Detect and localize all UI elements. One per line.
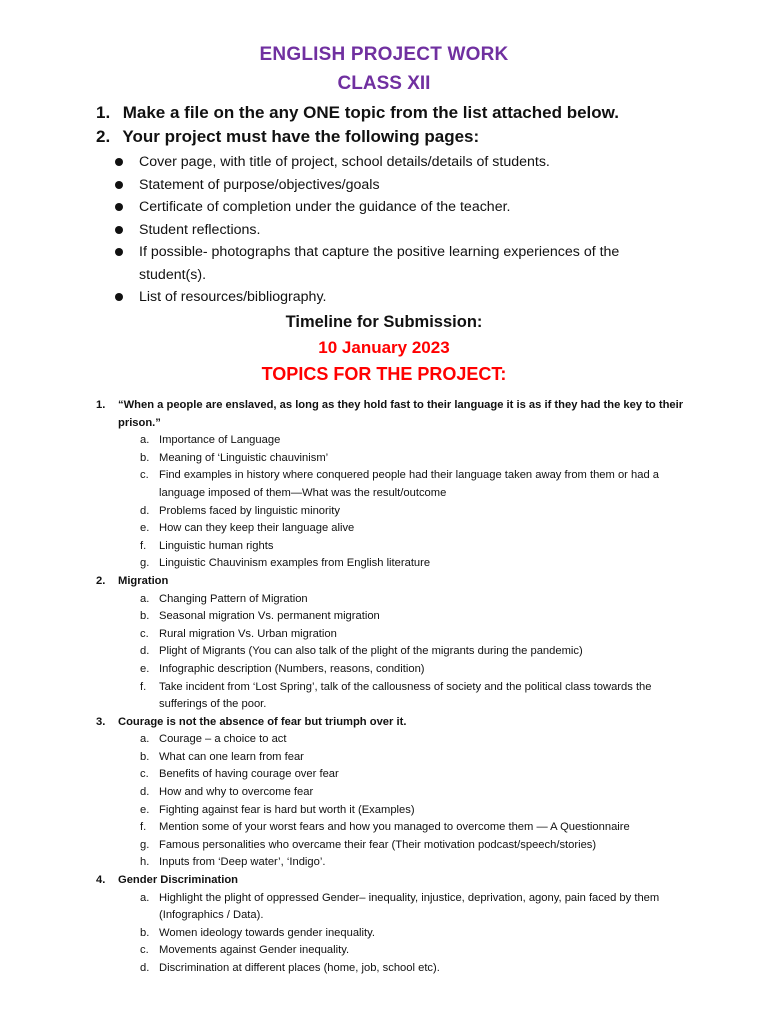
subtopic-letter: e. bbox=[140, 803, 150, 816]
subtopic-text: Famous personalities who overcame their fear (Their motivation podcast/speech/stories) bbox=[159, 838, 597, 851]
bullet-item bbox=[113, 286, 673, 309]
subtopic-item bbox=[118, 503, 696, 521]
subtopic-letter: e. bbox=[140, 662, 150, 675]
subtopic-letter: b. bbox=[140, 750, 150, 763]
subtopic-text: Rural migration Vs. Urban migration bbox=[159, 627, 337, 640]
bullet-item bbox=[113, 174, 673, 197]
subtopic-item bbox=[118, 450, 696, 468]
subtopic-text: Seasonal migration Vs. permanent migration bbox=[159, 610, 380, 623]
subtopic-text: Plight of Migrants (You can also talk of the plight of the migrants during the pandemic) bbox=[159, 645, 583, 658]
subtopic-letter: d. bbox=[140, 504, 150, 517]
topic-number: 3. bbox=[96, 715, 106, 728]
bullet-icon bbox=[115, 158, 123, 166]
bullet-text: Cover page, with title of project, school details/details of students. bbox=[139, 154, 550, 170]
subtopic-letter: h. bbox=[140, 856, 150, 869]
subtopic-text: Importance of Language bbox=[159, 434, 281, 447]
subtopic-letter: a. bbox=[140, 891, 150, 904]
topic-item bbox=[96, 714, 696, 872]
instruction-1 bbox=[96, 103, 736, 123]
subtopic-item bbox=[118, 432, 696, 450]
timeline-heading: Timeline for Submission: bbox=[285, 313, 483, 331]
topic-number: 1. bbox=[96, 399, 106, 411]
subtopic-item bbox=[118, 661, 696, 679]
subtopic-item bbox=[118, 802, 696, 820]
submission-date: 10 January 2023 bbox=[318, 338, 450, 357]
subtopic-letter: c. bbox=[140, 768, 149, 781]
subtopic-text: Mention some of your worst fears and how you managed to overcome them — A Questionnaire bbox=[159, 821, 630, 834]
subtopic-text: Courage – a choice to act bbox=[159, 733, 287, 746]
bullet-text: Statement of purpose/objectives/goals bbox=[139, 176, 380, 193]
subtopic-letter: f. bbox=[140, 821, 147, 834]
topics-list bbox=[96, 397, 696, 978]
subtopic-letter: a. bbox=[140, 434, 150, 447]
subtopic-letter: b. bbox=[140, 926, 150, 939]
required-pages-list bbox=[113, 151, 673, 309]
instruction-number: 1. bbox=[96, 103, 111, 122]
subtopic-text: Benefits of having courage over fear bbox=[159, 768, 339, 781]
subtopic-letter: f. bbox=[140, 680, 147, 693]
subtopic-list bbox=[118, 731, 696, 872]
subtopic-item bbox=[118, 626, 696, 644]
subtopic-letter: c. bbox=[140, 627, 149, 640]
subtopic-text: Movements against Gender inequality. bbox=[159, 944, 350, 957]
bullet-text: If possible- photographs that capture the positive learning experiences of the student(s). bbox=[139, 244, 620, 283]
bullet-icon bbox=[115, 226, 123, 234]
topic-item bbox=[96, 397, 696, 573]
bullet-item bbox=[113, 196, 673, 219]
subtopic-letter: g. bbox=[140, 838, 150, 851]
instruction-text: Your project must have the following pages: bbox=[122, 127, 480, 146]
topic-number: 2. bbox=[96, 574, 106, 587]
subtopic-text: How can they keep their language alive bbox=[159, 522, 355, 535]
subtopic-item bbox=[118, 766, 696, 784]
subtopic-item bbox=[118, 837, 696, 855]
subtopic-letter: a. bbox=[140, 733, 150, 746]
document-title: ENGLISH PROJECT WORK bbox=[259, 44, 509, 65]
subtopic-item bbox=[118, 960, 696, 978]
subtopic-list bbox=[118, 890, 696, 978]
subtopic-item bbox=[118, 854, 696, 872]
subtopic-text: Women ideology towards gender inequality. bbox=[159, 926, 376, 939]
subtopic-letter: d. bbox=[140, 786, 150, 799]
subtopic-letter: d. bbox=[140, 962, 150, 974]
topic-number: 4. bbox=[96, 874, 106, 887]
instruction-text: Make a file on the any ONE topic from the list attached below. bbox=[122, 103, 619, 122]
class-label: CLASS XII bbox=[337, 73, 431, 94]
subtopic-letter: a. bbox=[140, 592, 150, 605]
subtopic-list bbox=[118, 591, 696, 714]
topic-item bbox=[96, 872, 696, 978]
subtopic-text: Inputs from ‘Deep water’, ‘Indigo’. bbox=[159, 856, 326, 869]
subtopic-text: Find examples in history where conquered people had their language taken away from them or had a language imposed of them—What was the result/outcome bbox=[159, 469, 660, 499]
subtopic-letter: e. bbox=[140, 522, 150, 535]
bullet-text: List of resources/bibliography. bbox=[139, 289, 327, 305]
subtopic-item bbox=[118, 925, 696, 943]
bullet-icon bbox=[115, 248, 123, 256]
subtopic-text: Fighting against fear is hard but worth it (Examples) bbox=[159, 803, 415, 816]
subtopic-item bbox=[118, 608, 696, 626]
subtopic-item bbox=[118, 890, 696, 925]
topic-item bbox=[96, 573, 696, 714]
bullet-text: Student reflections. bbox=[139, 221, 261, 238]
instruction-number: 2. bbox=[96, 127, 111, 146]
subtopic-text: Linguistic Chauvinism examples from English literature bbox=[159, 557, 431, 570]
subtopic-letter: g. bbox=[140, 557, 150, 570]
subtopic-text: What can one learn from fear bbox=[159, 750, 304, 763]
topics-heading: TOPICS FOR THE PROJECT: bbox=[261, 364, 507, 384]
topic-title: “When a people are enslaved, as long as they hold fast to their language it is as if they had the key to their prison.” bbox=[118, 399, 684, 429]
subtopic-item bbox=[118, 643, 696, 661]
subtopic-letter: f. bbox=[140, 539, 147, 552]
subtopic-item bbox=[118, 467, 696, 502]
topic-title: Courage is not the absence of fear but triumph over it. bbox=[118, 715, 407, 728]
bullet-item bbox=[113, 151, 673, 174]
subtopic-letter: d. bbox=[140, 645, 150, 658]
bullet-text: Certificate of completion under the guidance of the teacher. bbox=[139, 199, 511, 215]
subtopic-item bbox=[118, 555, 696, 573]
bullet-item bbox=[113, 241, 673, 286]
topic-title: Migration bbox=[118, 574, 169, 587]
subtopic-item bbox=[118, 819, 696, 837]
subtopic-item bbox=[118, 784, 696, 802]
subtopic-text: Discrimination at different places (home, job, school etc). bbox=[159, 962, 440, 974]
subtopic-letter: b. bbox=[140, 451, 150, 464]
subtopic-letter: b. bbox=[140, 610, 150, 623]
bullet-icon bbox=[115, 203, 123, 211]
bullet-icon bbox=[115, 181, 123, 189]
bullet-item bbox=[113, 219, 673, 242]
subtopic-item bbox=[118, 538, 696, 556]
instruction-2 bbox=[96, 127, 736, 147]
subtopic-item bbox=[118, 520, 696, 538]
subtopic-letter: c. bbox=[140, 469, 149, 482]
subtopic-item bbox=[118, 591, 696, 609]
subtopic-item bbox=[118, 942, 696, 960]
subtopic-item bbox=[118, 749, 696, 767]
subtopic-letter: c. bbox=[140, 944, 149, 957]
subtopic-text: Problems faced by linguistic minority bbox=[159, 504, 340, 517]
subtopic-text: Infographic description (Numbers, reasons, condition) bbox=[159, 662, 425, 675]
subtopic-text: Highlight the plight of oppressed Gender– inequality, injustice, deprivation, agony, pain faced by them (Infographics / Data). bbox=[159, 891, 660, 922]
subtopic-item bbox=[118, 731, 696, 749]
bullet-icon bbox=[115, 293, 123, 301]
subtopic-text: Changing Pattern of Migration bbox=[159, 592, 308, 605]
subtopic-list bbox=[118, 432, 696, 573]
subtopic-item bbox=[118, 679, 696, 714]
subtopic-text: Take incident from ‘Lost Spring’, talk of the callousness of society and the political class towards the sufferings of the poor. bbox=[159, 680, 652, 711]
subtopic-text: Meaning of ‘Linguistic chauvinism’ bbox=[159, 451, 329, 464]
subtopic-text: How and why to overcome fear bbox=[159, 786, 314, 799]
topic-title: Gender Discrimination bbox=[118, 874, 238, 887]
subtopic-text: Linguistic human rights bbox=[159, 539, 274, 552]
